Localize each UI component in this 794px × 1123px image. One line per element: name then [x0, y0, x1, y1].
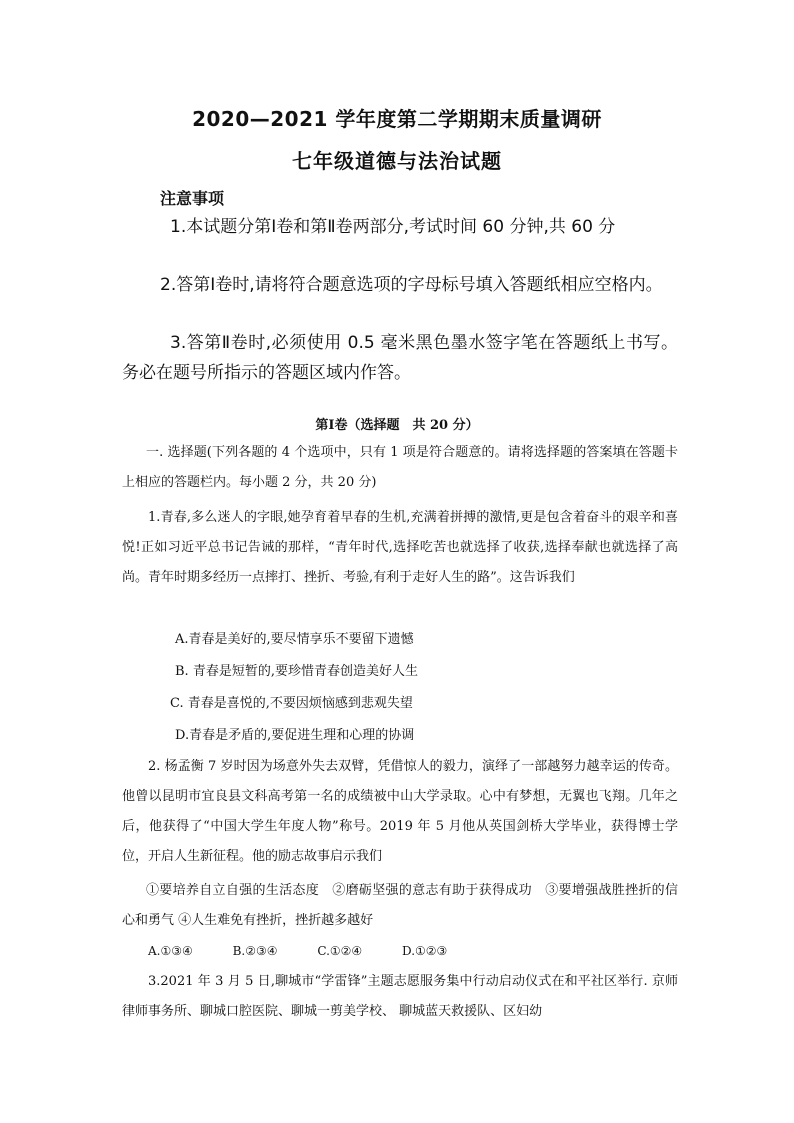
question-1-option-a: A.青春是美好的,要尽情享乐不要留下遗憾 [175, 632, 414, 647]
section-title: 第Ⅰ卷（选择题 共 20 分） [315, 418, 479, 433]
question-1-option-d: D.青春是矛盾的,要促进生理和心理的协调 [175, 728, 415, 743]
question-2-option-a: A.①③④ [148, 944, 193, 958]
notice-item: 1.本试题分第Ⅰ卷和第Ⅱ卷两部分,考试时间 60 分钟,共 60 分 [170, 217, 616, 237]
exam-title: 2020—2021 学年度第二学期期末质量调研 [192, 107, 602, 131]
notice-heading: 注意事项 [160, 189, 225, 208]
notice-item: 3.答第Ⅱ卷时,必须使用 0.5 毫米黑色墨水签字笔在答题纸上书写。务必在题号所指示的答题区域内作答。 [122, 333, 678, 383]
question-2-options [148, 941, 483, 961]
question-1-option-b: B. 青春是短暂的,要珍惜青春创造美好人生 [175, 664, 418, 679]
question-2-option-c: C.①②④ [317, 944, 363, 958]
notice-item: 2.答第Ⅰ卷时,请将符合题意选项的字母标号填入答题纸相应空格内。 [160, 275, 663, 295]
question-1-stem: 1.青春,多么迷人的字眼,她孕育着早春的生机,充满着拼搏的激情,更是包含着奋斗的艰辛和喜悦!正如习近平总书记告诫的那样，“青年时代,选择吃苦也就选择了收获,选择奉献也就选择了高尚。青年时期多经历一点摔打、挫折、考验,有利于走好人生的路”。这告诉我们 [122, 510, 678, 585]
question-2-option-b: B.②③④ [232, 944, 278, 958]
question-2-statements: ①要培养自立自强的生活态度 ②磨砺坚强的意志有助于获得成功 ③要增强战胜挫折的信心和勇气 ④人生难免有挫折，挫折越多越好 [122, 883, 678, 928]
question-2-option-d: D.①②③ [402, 944, 448, 958]
question-1-option-c: C. 青春是喜悦的,不要因烦恼感到悲观失望 [170, 696, 413, 711]
question-2-stem: 2. 杨孟衡 7 岁时因为场意外失去双臂，凭借惊人的毅力，演绎了一部越努力越幸运的传奇。他曾以昆明市宜良县文科高考第一名的成绩被中山大学录取。心中有梦想，无翼也飞翔。几年之后，他获得了“中国大学生年度人物”称号。2019 年 5 月他从英国剑桥大学毕业，获得博士学位，开启人生新征程。他的励志故事启示我们 [122, 759, 678, 864]
question-3-stem: 3.2021 年 3 月 5 日,聊城市“学雷锋”主题志愿服务集中行动启动仪式在和平社区举行. 京师律师事务所、聊城口腔医院、聊城一剪美学校、 聊城蓝天救援队、区妇幼 [122, 974, 678, 1019]
section-instructions: 一. 选择题(下列各题的 4 个选项中，只有 1 项是符合题意的。请将选择题的答案填在答题卡上相应的答题栏内。每小题 2 分，共 20 分) [122, 445, 678, 490]
exam-subtitle: 七年级道德与法治试题 [292, 149, 502, 173]
